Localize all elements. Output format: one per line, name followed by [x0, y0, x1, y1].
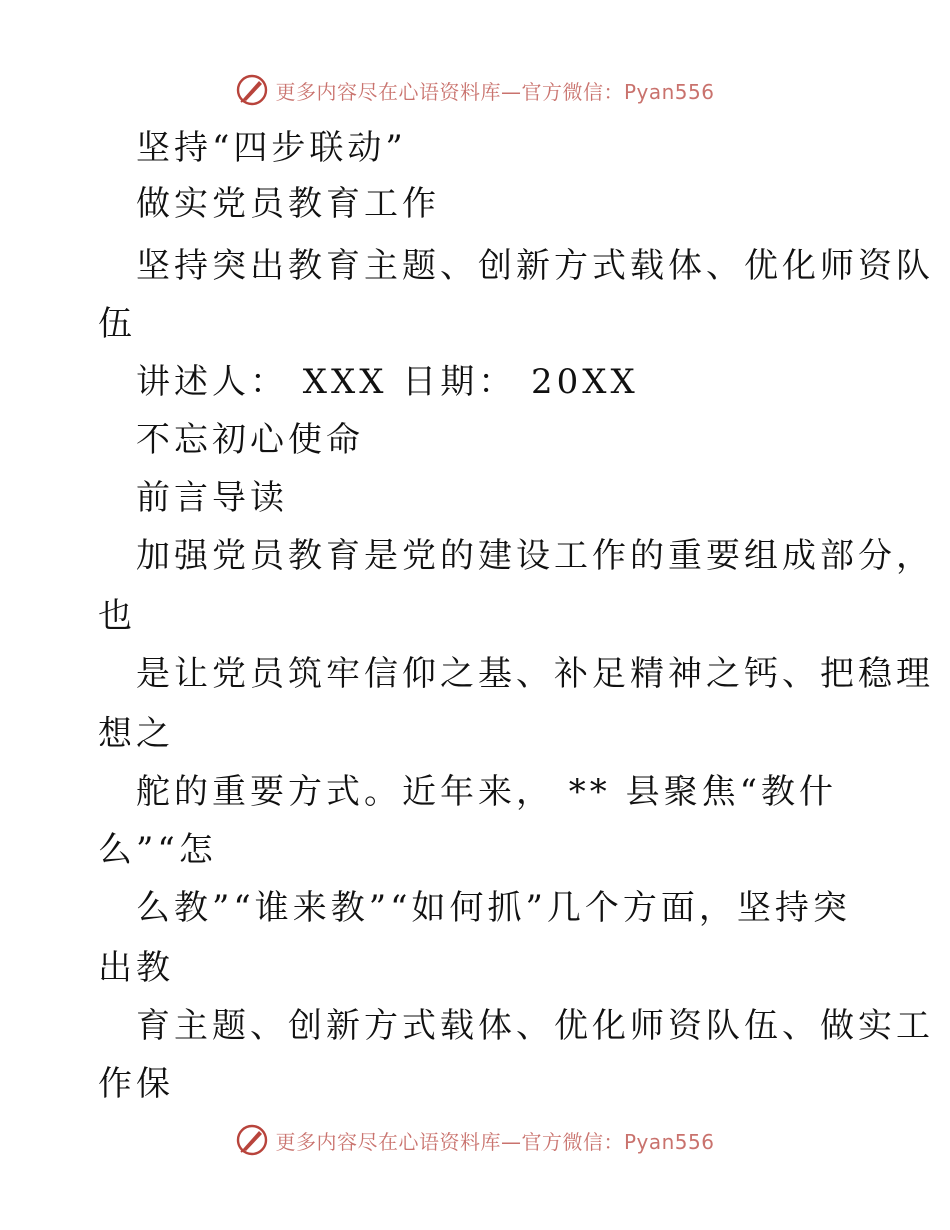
- footer-banner: [0, 1120, 950, 1160]
- doc-line: 作保: [98, 1064, 174, 1104]
- doc-line: 也: [98, 596, 136, 636]
- doc-line: 育主题、创新方式载体、优化师资队伍、做实工: [136, 1006, 934, 1046]
- doc-line: 坚持突出教育主题、创新方式载体、优化师资队: [136, 246, 934, 286]
- quill-pen-logo-icon: [235, 1123, 269, 1157]
- doc-line: 想之: [98, 714, 174, 754]
- header-banner-text: 更多内容尽在心语资料库—官方微信：Pyan556: [275, 79, 715, 104]
- footer-banner-text: 更多内容尽在心语资料库—官方微信：Pyan556: [275, 1129, 715, 1154]
- doc-subtitle: 做实党员教育工作: [136, 184, 440, 224]
- doc-line: 是让党员筑牢信仰之基、补足精神之钙、把稳理: [136, 654, 934, 694]
- doc-line: 不忘初心使命: [136, 420, 364, 460]
- doc-line: 么”“怎: [98, 830, 217, 870]
- quill-pen-logo-icon: [235, 73, 269, 107]
- speaker-date-line: 讲述人： XXX 日期： 20XX: [136, 362, 639, 402]
- doc-line: 加强党员教育是党的建设工作的重要组成部分，: [136, 536, 934, 576]
- section-heading: 前言导读: [136, 478, 288, 518]
- doc-line: 出教: [98, 948, 174, 988]
- doc-title: 坚持“四步联动”: [136, 128, 407, 168]
- doc-line: 舵的重要方式。近年来， ** 县聚焦“教什: [136, 772, 837, 812]
- header-banner: [0, 70, 950, 110]
- doc-line: 么教”“谁来教”“如何抓”几个方面，坚持突: [136, 888, 851, 928]
- doc-line: 伍: [98, 304, 136, 344]
